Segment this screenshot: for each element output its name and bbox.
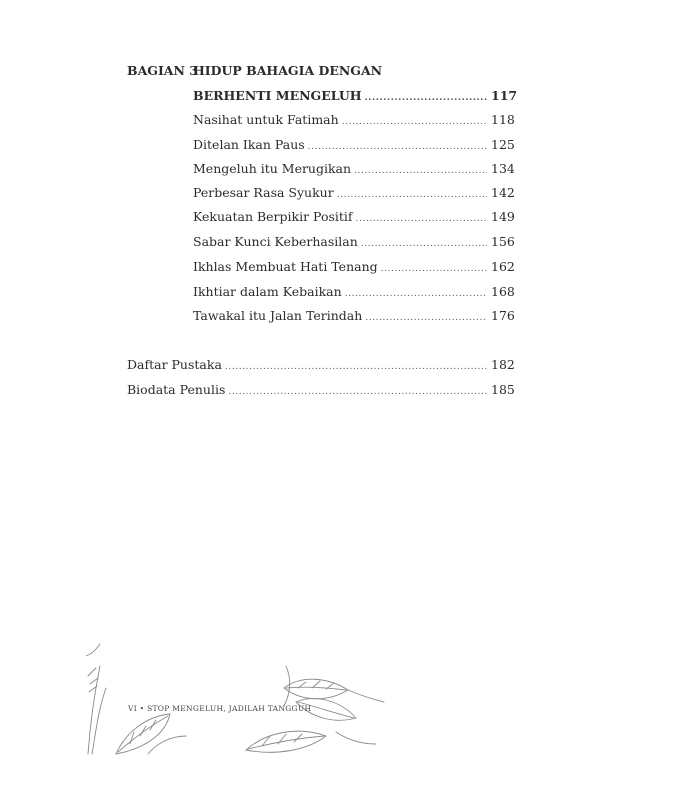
dot-leader <box>354 163 487 179</box>
chapter-title: Nasihat untuk Fatimah <box>193 112 339 127</box>
toc-entry[interactable] <box>193 112 513 128</box>
page-number: 162 <box>491 259 515 274</box>
page-number: 149 <box>491 209 515 224</box>
dot-leader <box>342 114 487 130</box>
page-number: 142 <box>491 185 515 200</box>
chapter-title: Perbesar Rasa Syukur <box>193 185 334 200</box>
dot-leader <box>365 310 487 326</box>
chapter-title: Ikhtiar dalam Kebaikan <box>193 284 342 299</box>
toc-entry[interactable] <box>193 137 513 153</box>
page-number: 176 <box>491 308 515 323</box>
toc-entry[interactable] <box>193 259 513 275</box>
dot-leader <box>308 139 487 155</box>
toc-entry[interactable] <box>193 209 513 225</box>
toc-entry-back-matter[interactable] <box>127 357 513 373</box>
toc-entry-back-matter[interactable] <box>127 382 513 398</box>
dot-leader <box>337 187 487 203</box>
page-footer: VI • STOP MENGELUH, JADILAH TANGGUH <box>128 704 312 713</box>
page-number: 182 <box>491 357 515 372</box>
page-number: 118 <box>491 112 515 127</box>
chapter-title: Mengeluh itu Merugikan <box>193 161 352 176</box>
part-title-line2: BERHENTI MENGELUH <box>193 88 362 103</box>
leaf-illustration-icon <box>86 636 386 756</box>
chapter-title: Sabar Kunci Keberhasilan <box>193 234 358 249</box>
back-matter-title: Daftar Pustaka <box>127 357 222 372</box>
dot-leader <box>361 236 487 252</box>
page-number: 125 <box>491 137 515 152</box>
page-number: 134 <box>491 161 515 176</box>
dot-leader <box>381 261 487 277</box>
part-title-line1: HIDUP BAHAGIA DENGAN <box>193 63 383 78</box>
chapter-title: Kekuatan Berpikir Positif <box>193 209 353 224</box>
dot-leader <box>225 359 487 375</box>
dot-leader <box>228 384 487 400</box>
toc-entry[interactable] <box>193 234 513 250</box>
toc-entry[interactable] <box>193 185 513 201</box>
toc-entry[interactable] <box>193 161 513 177</box>
page-number: 168 <box>491 284 515 299</box>
page-number: 185 <box>491 382 515 397</box>
toc-part-entry[interactable] <box>193 88 518 104</box>
dot-leader <box>365 90 487 106</box>
part-label: BAGIAN 3 <box>127 63 198 78</box>
back-matter-title: Biodata Penulis <box>127 382 226 397</box>
chapter-title: Tawakal itu Jalan Terindah <box>193 308 363 323</box>
toc-entry[interactable] <box>193 284 513 300</box>
chapter-title: Ditelan Ikan Paus <box>193 137 305 152</box>
page-number: 117 <box>491 88 518 103</box>
toc-entry[interactable] <box>193 308 513 324</box>
dot-leader <box>356 211 487 227</box>
page-number: 156 <box>491 234 515 249</box>
chapter-title: Ikhlas Membuat Hati Tenang <box>193 259 378 274</box>
dot-leader <box>345 286 487 302</box>
